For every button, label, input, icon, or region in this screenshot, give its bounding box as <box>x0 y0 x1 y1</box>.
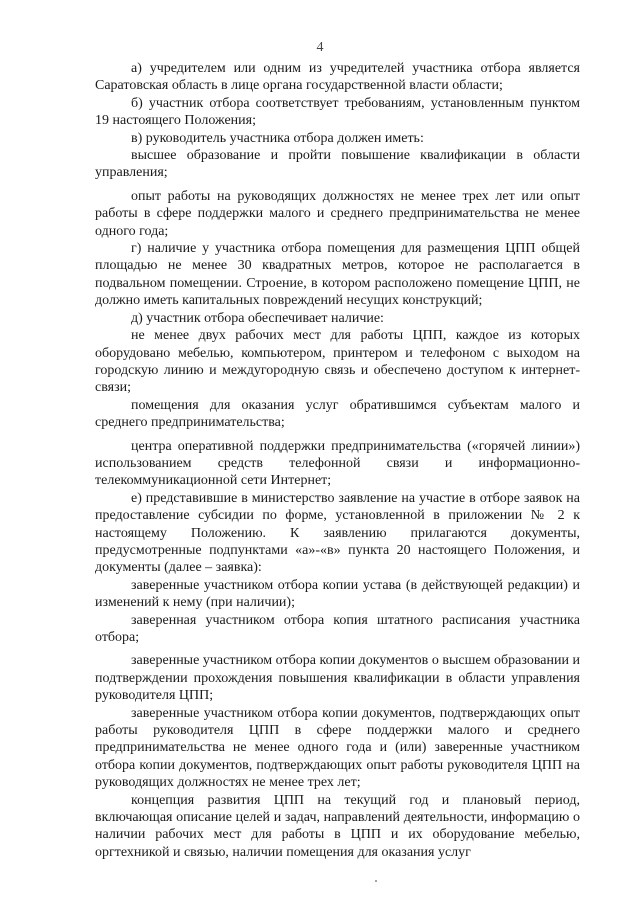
paragraph-d-workplaces: не менее двух рабочих мест для работы ЦПП, каждое из которых оборудовано мебелью, компьютером, принтером и телефоном с выходом на городскую линию и междугородную связь и обеспечено доступом к интернет-связи; <box>95 328 580 396</box>
paragraph-b: б) участник отбора соответствует требованиям, установленным пунктом 19 настоящего Положения; <box>95 95 580 129</box>
paragraph-e-education-docs: заверенные участником отбора копии документов о высшем образовании и подтверждении прохождения повышения квалификации в области управления руководителя ЦПП; <box>95 653 580 704</box>
paragraph-d-hotline: центра оперативной поддержки предпринимательства («горячей линии») использованием средств телефонной связи и информационно-телекоммуникационной сети Интернет; <box>95 438 580 489</box>
paragraph-e-charter: заверенные участником отбора копии устава (в действующей редакции) и изменений к нему (при наличии); <box>95 577 580 611</box>
page-number: 4 <box>316 40 324 55</box>
paragraph-e: е) представившие в министерство заявление на участие в отборе заявок на предоставление субсидии по форме, установленной в приложении № 2 к настоящему Положению. К заявлению прилагаются документы, предусмотренные подпунктами «а»-«в» пункта 20 настоящего Положения, и документы (далее – заявка): <box>95 490 580 576</box>
paragraph-g: г) наличие у участника отбора помещения для размещения ЦПП общей площадью не менее 30 квадратных метров, которое не располагается в подвальном помещении. Строение, в котором расположено помещение ЦПП, не должно иметь капитальных повреждений несущих конструкций; <box>95 241 580 309</box>
paragraph-a: а) учредителем или одним из учредителей участника отбора является Саратовская область в лице органа государственной власти области; <box>95 61 580 94</box>
paragraph-d-premises: помещения для оказания услуг обратившимся субъектам малого и среднего предпринимательства; <box>95 397 580 431</box>
paragraph-v: в) руководитель участника отбора должен иметь: <box>131 130 424 146</box>
paragraph-e-experience-docs: заверенные участником отбора копии документов, подтверждающих опыт работы руководителя ЦПП в сфере поддержки малого и среднего предпринимательства не менее одного года и (или) заверенные участником отбора копии документов, подтверждающих опыт работы руководителя ЦПП на руководящих должностях не менее трех лет; <box>95 705 580 791</box>
paragraph-e-concept: концепция развития ЦПП на текущий год и плановый период, включающая описание целей и задач, направлений деятельности, информацию о наличии рабочих мест для работы в ЦПП и их оборудование мебелью, оргтехникой и связью, наличии помещения для оказания услуг <box>95 792 580 860</box>
paragraph-v-education: высшее образование и пройти повышение квалификации в области управления; <box>95 148 580 181</box>
scan-speck <box>375 880 377 882</box>
paragraph-v-experience: опыт работы на руководящих должностях не менее трех лет или опыт работы в сфере поддержки малого и среднего предпринимательства не менее одного года; <box>95 188 580 239</box>
document-body <box>95 60 580 861</box>
paragraph-e-staff-schedule: заверенная участником отбора копия штатного расписания участника отбора; <box>95 612 580 645</box>
paragraph-d: д) участник отбора обеспечивает наличие: <box>131 310 384 326</box>
